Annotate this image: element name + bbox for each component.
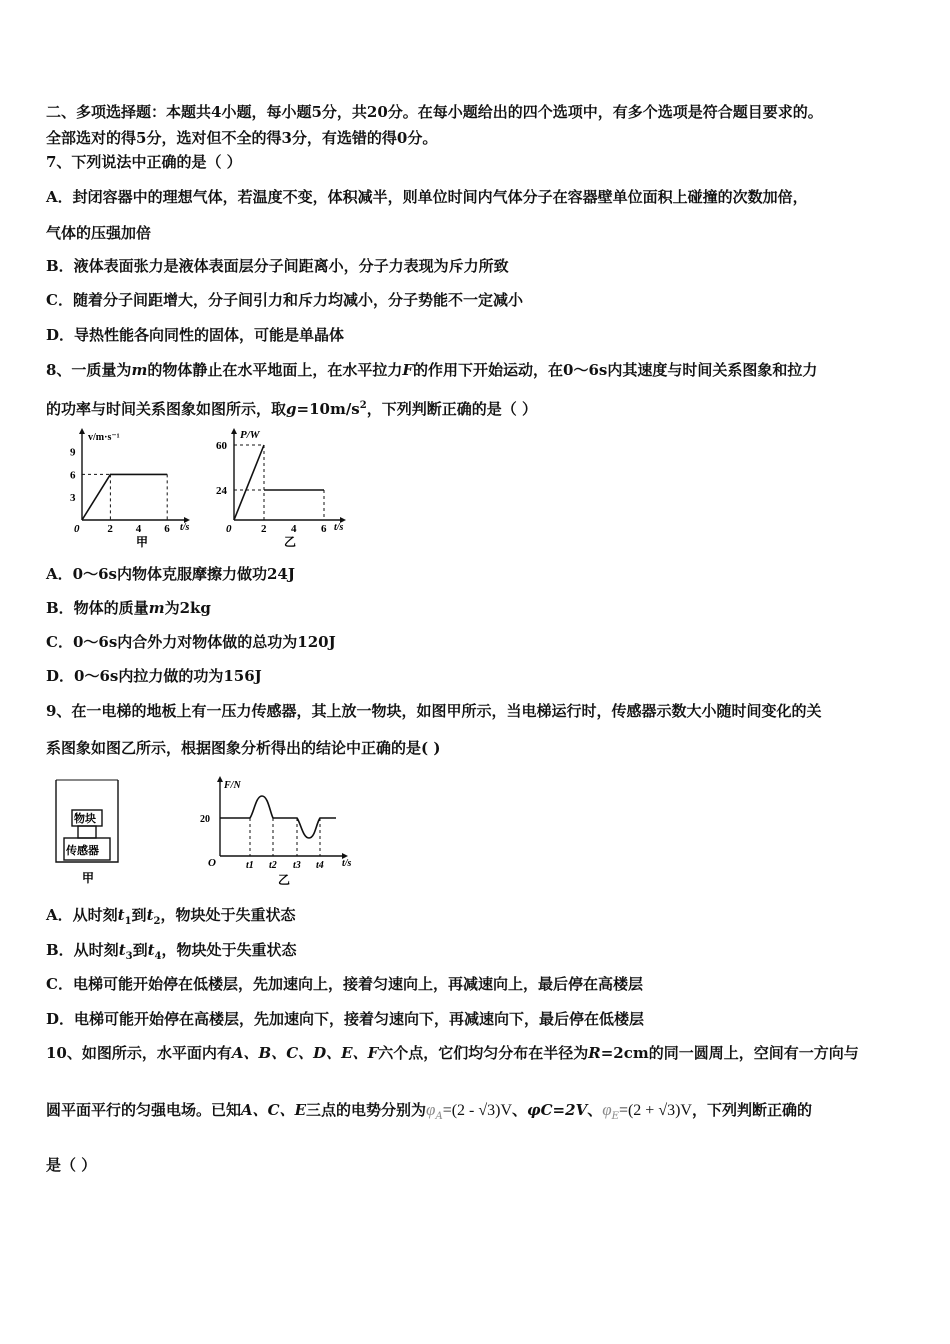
force-x-tick-t4: t4 — [316, 860, 324, 871]
q7-option-d: D．导热性能各向同性的固体，可能是单晶体 — [46, 326, 345, 344]
power-y-ticks — [216, 440, 228, 497]
sensor-label: 传感器 — [66, 845, 99, 857]
power-time-chart — [216, 426, 356, 550]
power-origin: 0 — [226, 523, 232, 535]
q8-option-a: A．0～6s内物体克服摩擦力做功24J — [46, 565, 295, 583]
power-x-tick-4: 4 — [291, 523, 297, 535]
power-axes — [231, 428, 346, 523]
q7-stem: 7、下列说法中正确的是（ ） — [46, 153, 242, 171]
velocity-series-line — [82, 474, 167, 520]
velocity-caption: 甲 — [136, 535, 149, 549]
force-origin: O — [208, 857, 216, 869]
q8-var-m: m — [131, 361, 148, 379]
force-time-chart — [196, 772, 366, 888]
q9-option-b: B．从时刻$t_3$到$t_4$，物块处于失重状态 — [46, 941, 297, 962]
force-x-tick-t3: t3 — [293, 860, 301, 871]
force-x-tick-t1: t1 — [246, 860, 254, 871]
power-y-label: P/W — [240, 429, 260, 441]
power-x-label: t/s — [334, 522, 344, 533]
velocity-x-tick-6: 6 — [164, 523, 170, 535]
section-header-line1: 二、多项选择题：本题共4小题，每小题5分，共20分。在每小题给出的四个选项中，有多个选项是符合题目要求的。 — [46, 103, 823, 121]
force-caption: 乙 — [278, 873, 291, 887]
power-guides — [234, 445, 324, 520]
q8-option-d: D．0～6s内拉力做的功为156J — [46, 667, 262, 685]
q7-option-a-line1: A．封闭容器中的理想气体，若温度不变，体积减半，则单位时间内气体分子在容器壁单位面积上碰撞的次数加倍， — [46, 188, 808, 206]
elevator-diagram — [52, 774, 124, 888]
velocity-y-ticks — [70, 447, 76, 505]
force-series-line — [220, 796, 336, 838]
phi-c-value: φC=2V — [527, 1101, 588, 1119]
velocity-time-chart — [68, 428, 198, 550]
power-y-tick-60: 60 — [216, 440, 227, 452]
force-x-tick-t2: t2 — [269, 860, 277, 871]
section-header-line2: 全部选对的得5分，选对但不全的得3分，有选错的得0分。 — [46, 129, 438, 147]
phi-a-value: =(2 - √3)V — [442, 1102, 513, 1119]
q7-option-c: C．随着分子间距增大，分子间引力和斥力均减小，分子势能不一定减小 — [46, 291, 523, 309]
power-x-tick-2: 2 — [261, 523, 267, 535]
connector-shape — [78, 826, 96, 838]
force-x-label: t/s — [342, 858, 352, 869]
phi-e-value: =(2 + √3)V — [618, 1102, 692, 1119]
phi-e-symbol: φ — [602, 1100, 612, 1119]
q9-option-a: A．从时刻$t_1$到$t_2$，物块处于失重状态 — [46, 906, 296, 927]
velocity-x-tick-2: 2 — [107, 523, 113, 535]
power-x-ticks — [261, 523, 327, 535]
force-y-tick-20: 20 — [200, 814, 210, 825]
power-y-tick-24: 24 — [216, 485, 227, 497]
q9-option-c: C．电梯可能开始停在低楼层，先加速向上，接着匀速向上，再减速向上，最后停在高楼层 — [46, 975, 643, 993]
q10-stem-line2: 圆平面平行的匀强电场。已知A、C、E三点的电势分别为$\varphi_A=(2 - √3)V$、φC=2V、$\varphi_E=(2 + √3)V$，下列判断正确的 — [46, 1100, 812, 1122]
q8-var-g: g — [286, 400, 297, 418]
power-series-segment-1 — [234, 445, 264, 520]
velocity-guides — [82, 474, 167, 520]
block-label: 物块 — [74, 813, 96, 825]
velocity-y-tick-9: 9 — [70, 446, 76, 459]
phi-a-symbol: φ — [426, 1100, 436, 1119]
q10-stem-line3: 是（ ） — [46, 1156, 97, 1174]
power-series — [234, 445, 324, 520]
q10-stem-line1: 10、如图所示，水平面内有A、B、C、D、E、F六个点，它们均匀分布在半径为R=2cm的同一圆周上，空间有一方向与 — [46, 1044, 859, 1062]
q8-option-c: C．0～6s内合外力对物体做的总功为120J — [46, 633, 336, 651]
velocity-y-label: v/m·s⁻¹ — [88, 432, 120, 443]
power-caption: 乙 — [284, 535, 297, 549]
velocity-y-tick-6: 6 — [70, 469, 76, 482]
velocity-y-tick-3: 3 — [70, 492, 76, 505]
q8-var-F: F — [402, 361, 413, 379]
velocity-x-tick-4: 4 — [135, 523, 142, 535]
q9-option-d: D．电梯可能开始停在高楼层，先加速向下，接着匀速向下，再减速向下，最后停在低楼层 — [46, 1010, 645, 1028]
q8-option-b: B．物体的质量m为2kg — [46, 599, 211, 617]
q7-option-a-line2: 气体的压强加倍 — [46, 224, 152, 242]
velocity-origin: 0 — [74, 523, 80, 535]
force-y-label: F/N — [224, 780, 241, 791]
q8-stem-line1: 8、一质量为m的物体静止在水平地面上，在水平拉力F的作用下开始运动，在0～6s内其速度与时间关系图象和拉力 — [46, 361, 818, 379]
q9-stem-line2: 系图象如图乙所示，根据图象分析得出的结论中正确的是( ) — [46, 739, 441, 757]
q9-stem-line1: 9、在一电梯的地板上有一压力传感器，其上放一物块，如图甲所示，当电梯运行时，传感器示数大小随时间变化的关 — [46, 702, 822, 720]
velocity-x-label: t/s — [180, 522, 190, 533]
q8-stem-line2: 的功率与时间关系图象如图所示，取$g=10m/s^2$，下列判断正确的是（ ） — [46, 400, 537, 418]
elevator-caption: 甲 — [82, 871, 95, 885]
power-x-tick-6: 6 — [321, 523, 327, 535]
velocity-x-ticks — [107, 523, 170, 535]
force-guides — [250, 818, 320, 856]
q7-option-b: B．液体表面张力是液体表面层分子间距离小，分子力表现为斥力所致 — [46, 257, 509, 275]
